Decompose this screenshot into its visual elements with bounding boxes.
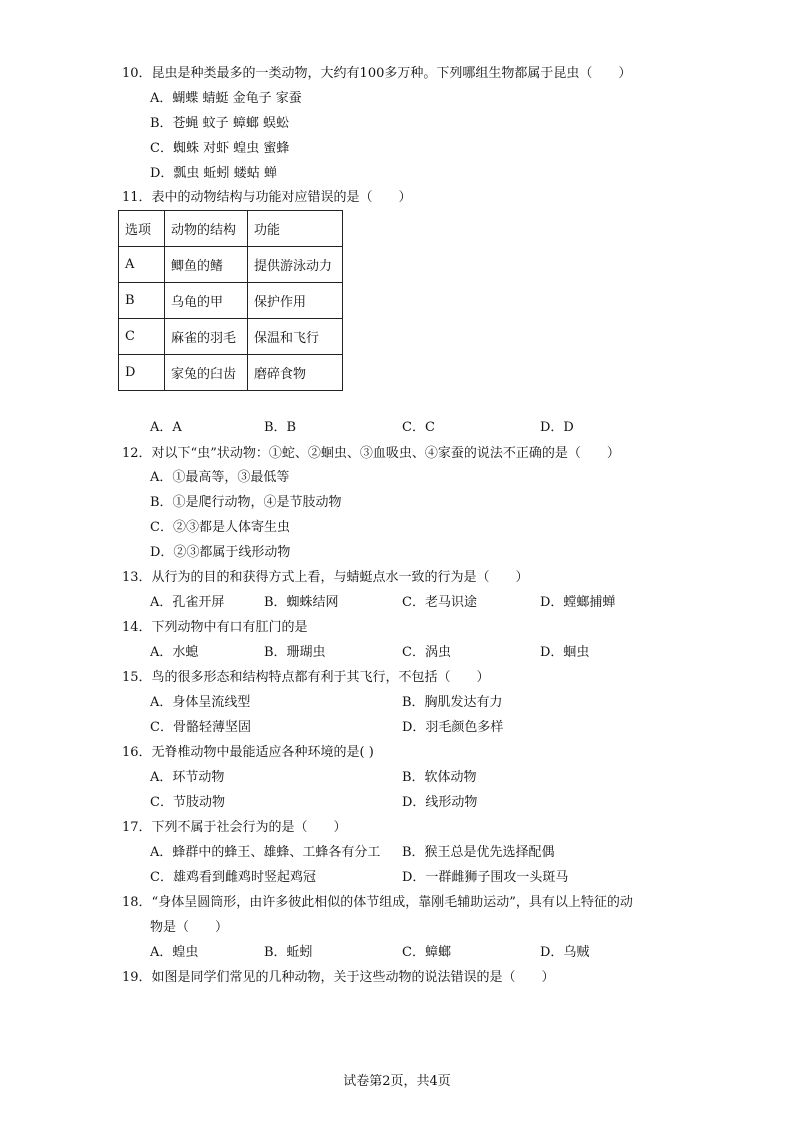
question-16-option-b: B．软体动物 [402, 770, 477, 785]
question-16-option-a: A．环节动物 [150, 770, 225, 785]
table-cell: 鲫鱼的鳍 [165, 247, 248, 283]
question-15-stem: 15．鸟的很多形态和结构特点都有利于其飞行，不包括（ ） [122, 670, 490, 685]
question-12-option-b: B．①是爬行动物，④是节肢动物 [150, 495, 342, 510]
table-header-row [119, 211, 343, 247]
question-10-option-c: C．蜘蛛 对虾 蝗虫 蜜蜂 [150, 141, 290, 156]
question-16-option-c: C．节肢动物 [150, 795, 225, 810]
question-15-option-b: B．胸肌发达有力 [402, 695, 503, 710]
question-13-option-a: A．孔雀开屏 [150, 595, 225, 610]
question-15-option-d: D．羽毛颜色多样 [402, 720, 504, 735]
page-footer: 试卷第2页，共4页 [343, 1074, 451, 1089]
question-15-option-a: A．身体呈流线型 [150, 695, 251, 710]
table-cell: D [119, 355, 165, 391]
question-18-option-b: B．蚯蚓 [264, 945, 313, 960]
question-10-stem: 10．昆虫是种类最多的一类动物，大约有100多万种。下列哪组生物都属于昆虫（ ） [122, 66, 632, 81]
question-12-stem: 12．对以下“虫”状动物：①蛇、②蛔虫、③血吸虫、④家蚕的说法不正确的是（ ） [122, 446, 620, 461]
question-11-option-c: C．C [402, 420, 435, 435]
table-cell: C [119, 319, 165, 355]
question-11-stem: 11．表中的动物结构与功能对应错误的是（ ） [122, 190, 412, 205]
question-13-option-b: B．蜘蛛结网 [264, 595, 339, 610]
question-17-option-d: D．一群雌狮子围攻一头斑马 [402, 870, 569, 885]
question-10-option-d: D．瓢虫 蚯蚓 蝼蛄 蝉 [150, 166, 277, 181]
table-cell: B [119, 283, 165, 319]
table-header-cell: 选项 [119, 211, 165, 247]
question-18-option-a: A．蝗虫 [150, 945, 199, 960]
question-15-option-c: C．骨骼轻薄坚固 [150, 720, 251, 735]
question-14-option-d: D．蛔虫 [540, 645, 590, 660]
question-11-option-b: B．B [264, 420, 297, 435]
question-17-option-c: C．雄鸡看到雌鸡时竖起鸡冠 [150, 870, 316, 885]
table-cell: 家兔的臼齿 [165, 355, 248, 391]
table-cell: 保温和飞行 [248, 319, 343, 355]
question-14-option-b: B．珊瑚虫 [264, 645, 326, 660]
question-13-option-d: D．螳螂捕蝉 [540, 595, 616, 610]
question-18-stem: 18．“身体呈圆筒形，由许多彼此相似的体节组成，靠刚毛辅助运动”，具有以上特征的动 [122, 895, 633, 910]
table-cell: 乌龟的甲 [165, 283, 248, 319]
question-14-option-c: C．涡虫 [402, 645, 451, 660]
question-17-stem: 17．下列不属于社会行为的是（ ） [122, 820, 347, 835]
question-13-option-c: C．老马识途 [402, 595, 477, 610]
table-cell: 提供游泳动力 [248, 247, 343, 283]
question-17-option-a: A．蜂群中的蜂王、雄蜂、工蜂各有分工 [150, 845, 381, 860]
question-16-option-d: D．线形动物 [402, 795, 478, 810]
table-row [119, 355, 343, 391]
table-row [119, 247, 343, 283]
question-18-option-d: D．乌贼 [540, 945, 590, 960]
table-header-cell: 功能 [248, 211, 343, 247]
table-cell: A [119, 247, 165, 283]
question-11-option-d: D．D [540, 420, 574, 435]
table-row [119, 319, 343, 355]
question-12-option-c: C．②③都是人体寄生虫 [150, 520, 290, 535]
question-19-stem: 19．如图是同学们常见的几种动物，关于这些动物的说法错误的是（ ） [122, 970, 555, 985]
question-14-option-a: A．水螅 [150, 645, 199, 660]
question-10-option-a: A．蝴蝶 蜻蜓 金龟子 家蚕 [150, 91, 302, 106]
question-11-option-a: A．A [150, 420, 182, 435]
question-17-option-b: B．猴王总是优先选择配偶 [402, 845, 555, 860]
question-14-stem: 14．下列动物中有口有肛门的是 [122, 620, 308, 635]
question-18-stem-continued: 物是（ ） [150, 920, 229, 935]
table-header-cell: 动物的结构 [165, 211, 248, 247]
table-cell: 保护作用 [248, 283, 343, 319]
table-cell: 麻雀的羽毛 [165, 319, 248, 355]
question-12-option-d: D．②③都属于线形动物 [150, 545, 291, 560]
question-18-option-c: C．蟑螂 [402, 945, 451, 960]
table-row [119, 283, 343, 319]
question-13-stem: 13．从行为的目的和获得方式上看，与蜻蜓点水一致的行为是（ ） [122, 570, 529, 585]
table-cell: 磨碎食物 [248, 355, 343, 391]
question-12-option-a: A．①最高等，③最低等 [150, 470, 290, 485]
question-16-stem: 16．无脊椎动物中最能适应各种环境的是( ) [122, 745, 374, 760]
question-10-option-b: B．苍蝇 蚊子 蟑螂 蜈蚣 [150, 116, 289, 131]
question-11-table [118, 210, 343, 391]
